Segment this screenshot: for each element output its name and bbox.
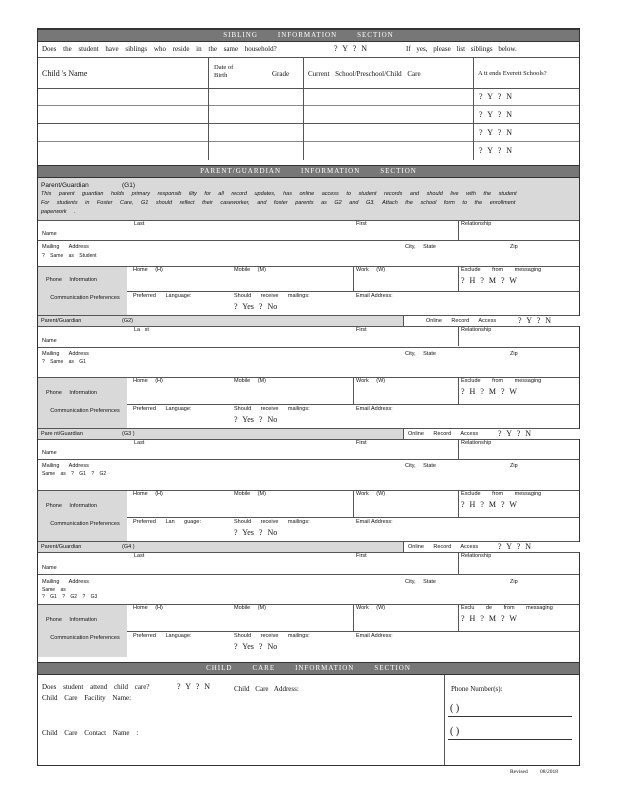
g1-pref-lang-label: Preferred Language: (133, 293, 192, 299)
g2-relationship-label: Relationship (461, 327, 492, 333)
g3-phone-info-label: Phone Information (46, 503, 97, 509)
g3-mobile-label: Mobile (M) (234, 491, 266, 497)
g3-work-label: Work (W) (356, 491, 386, 497)
g2-mailing-label: Mailing Address (42, 351, 89, 357)
revised-date: 08/2018 (540, 769, 559, 775)
g2-comm-pref-label: Communication Preferences (50, 408, 120, 414)
g3-last-label: Last (134, 440, 145, 446)
g2-online-access-options[interactable]: ? Y ? N (518, 316, 552, 325)
g4-mobile-label: Mobile (M) (234, 605, 266, 611)
g3-label: Pare nt/Guardian (41, 431, 83, 437)
g3-relationship-label: Relationship (461, 440, 492, 446)
g1-first-label: First (356, 221, 367, 227)
g4-mailings-options[interactable]: ? Yes ? No (234, 642, 278, 651)
g1-description-line1: This parent guardian holds primary responsib ility for all record updates, has online access to student records and should live with the student (41, 191, 517, 197)
childcare-contact-label: Child Care Contact Name : (42, 729, 139, 737)
childcare-address-label: Child Care Address: (234, 685, 299, 693)
enrollment-form (37, 28, 580, 766)
g3-exclude-options[interactable]: ? H ? M ? W (461, 500, 517, 509)
g1-last-label: Last (134, 221, 145, 227)
g4-exclude-options[interactable]: ? H ? M ? W (461, 614, 517, 623)
g2-exclude-options[interactable]: ? H ? M ? W (461, 387, 517, 396)
sibling-row1-yes-no[interactable]: ? Y ? N (479, 92, 513, 101)
g3-mailings-options[interactable]: ? Yes ? No (234, 528, 278, 537)
g3-same-as-options[interactable]: Same as ? G1 ? G2 (42, 471, 107, 477)
sibling-section-header: SIBLING INFORMATION SECTION (38, 29, 579, 42)
g1-description-line3: paperwork . (41, 209, 76, 215)
g3-name-label: Name (42, 450, 57, 456)
g4-mailing-label: Mailing Address (42, 579, 89, 585)
childcare-phone2-area[interactable]: ( ) (450, 726, 460, 737)
sibling-question: Does the student have siblings who reside in the same household? (42, 45, 277, 53)
g4-relationship-label: Relationship (461, 553, 492, 559)
g2-mailings-label: Should receive mailings: (234, 406, 310, 412)
g4-city-state-label: City, State (405, 579, 436, 585)
g3-email-label: Email Address: (356, 519, 393, 525)
g1-email-label: Email Address: (356, 293, 393, 299)
g2-same-as-g1[interactable]: ? Same as G1 (42, 359, 86, 365)
g4-same-as-options[interactable]: ? G1 ? G2 ? G3 (42, 594, 98, 600)
g1-tag: (G1) (122, 182, 135, 189)
col-child-name: Child 's Name (42, 69, 88, 78)
g3-mailings-label: Should receive mailings: (234, 519, 310, 525)
g2-zip-label: Zip (510, 351, 518, 357)
g3-first-label: First (356, 440, 367, 446)
g2-home-label: Home (H) (133, 378, 163, 384)
col-date-of-birth: Date of Birth (214, 64, 234, 79)
g4-phone-info-label: Phone Information (46, 617, 97, 623)
childcare-phone1-line[interactable] (448, 716, 572, 717)
g1-same-as-student[interactable]: ? Same as Student (42, 253, 97, 259)
g4-work-label: Work (W) (356, 605, 386, 611)
g2-phone-info-label: Phone Information (46, 390, 97, 396)
childcare-phone2-line[interactable] (448, 739, 572, 740)
g4-pref-lang-label: Preferred Language: (133, 633, 192, 639)
sibling-row4-yes-no[interactable]: ? Y ? N (479, 146, 513, 155)
g3-exclude-label: Exclude from messaging (461, 491, 542, 497)
g2-pref-lang-label: Preferred Language: (133, 406, 192, 412)
g4-comm-pref-label: Communication Preferences (50, 635, 120, 641)
g2-tag: (G2) (122, 318, 133, 324)
g4-online-access-options[interactable]: ? Y ? N (498, 542, 532, 551)
g4-zip-label: Zip (510, 579, 518, 585)
g2-name-label: Name (42, 338, 57, 344)
g3-mailing-label: Mailing Address (42, 463, 89, 469)
g1-relationship-label: Relationship (461, 221, 492, 227)
g4-same-as-label: Same as (42, 587, 66, 593)
g1-exclude-options[interactable]: ? H ? M ? W (461, 276, 517, 285)
g1-exclude-label: Exclude from messaging (461, 267, 542, 273)
g2-exclude-label: Exclude from messaging (461, 378, 542, 384)
g3-city-state-label: City, State (405, 463, 436, 469)
g1-mobile-label: Mobile (M) (234, 267, 266, 273)
childcare-attend-label: Does student attend child care? (42, 683, 150, 691)
childcare-facility-label: Child Care Facility Name: (42, 694, 132, 702)
g3-tag: (G3 ) (122, 431, 135, 437)
sibling-yes-no[interactable]: ? Y ? N (334, 44, 368, 53)
g4-name-label: Name (42, 565, 57, 571)
childcare-phone-label: Phone Number(s): (451, 685, 503, 693)
g1-zip-label: Zip (510, 244, 518, 250)
g4-home-label: Home (H) (133, 605, 163, 611)
g3-pref-lang-label: Preferred Lan guage: (133, 519, 201, 525)
g1-city-state-label: City, State (405, 244, 436, 250)
childcare-attend-options[interactable]: ? Y ? N (177, 682, 211, 691)
g1-work-label: Work (W) (356, 267, 386, 273)
g1-description-line2: For students in Foster Care, G1 should reflect their caseworker, and foster parents as G2 and G3. Attach the school form to the enrollment (41, 200, 516, 206)
sibling-row3-yes-no[interactable]: ? Y ? N (479, 128, 513, 137)
g4-label: Parent/Guardian (41, 544, 82, 550)
g2-mobile-label: Mobile (M) (234, 378, 266, 384)
revised-label: Revised (510, 769, 528, 775)
col-attends-everett: A tt ends Everett Schools? (478, 70, 547, 77)
g2-city-state-label: City, State (405, 351, 436, 357)
g3-comm-pref-label: Communication Preferences (50, 521, 120, 527)
g2-work-label: Work (W) (356, 378, 386, 384)
g2-last-label: La st (134, 327, 149, 333)
g2-email-label: Email Address: (356, 406, 393, 412)
g1-mailings-label: Should receive mailings: (234, 293, 310, 299)
g1-home-label: Home (H) (133, 267, 163, 273)
g4-exclude-label: Exclu de from messaging (461, 605, 553, 611)
g3-home-label: Home (H) (133, 491, 163, 497)
g2-online-access-label: Online Record Access (426, 318, 497, 324)
sibling-row2-yes-no[interactable]: ? Y ? N (479, 110, 513, 119)
childcare-section-header: CHILD CARE INFORMATION SECTION (38, 662, 579, 675)
parent-section-header: PARENT/GUARDIAN INFORMATION SECTION (38, 165, 579, 178)
col-grade: Grade (272, 70, 290, 78)
g1-mailings-options[interactable]: ? Yes ? No (234, 302, 278, 311)
g3-zip-label: Zip (510, 463, 518, 469)
g2-mailings-options[interactable]: ? Yes ? No (234, 415, 278, 424)
g4-online-access-label: Online Record Access (408, 544, 479, 550)
g4-mailings-label: Should receive mailings: (234, 633, 310, 639)
g1-phone-info-label: Phone Information (46, 277, 97, 283)
g3-online-access-label: Online Record Access (408, 431, 479, 437)
g4-email-label: Email Address: (356, 633, 393, 639)
g1-name-label: Name (42, 231, 57, 237)
childcare-phone1-area[interactable]: ( ) (450, 703, 460, 714)
g1-label: Parent/Guardian (41, 182, 89, 189)
g1-comm-pref-label: Communication Preferences (50, 295, 120, 301)
g4-tag: (G4 ) (122, 544, 135, 550)
g2-first-label: First (356, 327, 367, 333)
g4-last-label: Last (134, 553, 145, 559)
g2-label: Parent/Guardian (41, 318, 82, 324)
g3-online-access-options[interactable]: ? Y ? N (498, 429, 532, 438)
g1-mailing-label: Mailing Address (42, 244, 89, 250)
g4-first-label: First (356, 553, 367, 559)
col-current-school: Current School/Preschool/Child Care (308, 70, 421, 78)
sibling-if-yes: If yes, please list siblings below. (406, 45, 517, 53)
